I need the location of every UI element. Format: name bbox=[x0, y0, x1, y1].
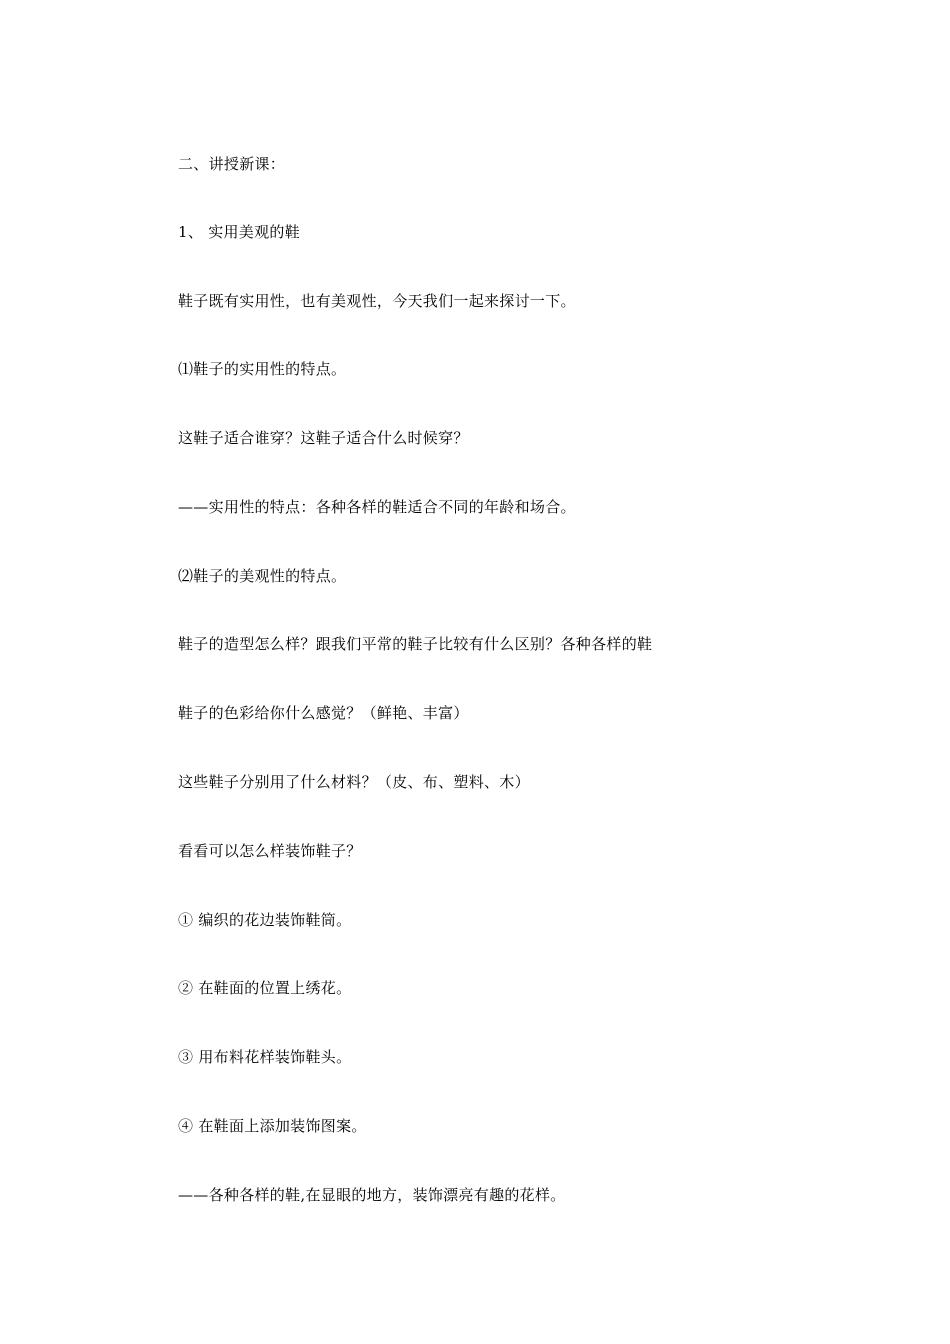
point-aesthetics: ⑵鞋子的美观性的特点。 bbox=[178, 567, 347, 585]
subsection-heading: 1、 实用美观的鞋 bbox=[178, 223, 301, 241]
question-color: 鞋子的色彩给你什么感觉？（鲜艳、丰富） bbox=[178, 704, 469, 722]
section-heading: 二、讲授新课： bbox=[178, 155, 286, 173]
list-item: ① 编织的花边装饰鞋筒。 bbox=[178, 911, 352, 929]
list-item: ③ 用布料花样装饰鞋头。 bbox=[178, 1048, 352, 1066]
point-practicality: ⑴鞋子的实用性的特点。 bbox=[178, 360, 347, 378]
summary-decoration: ——各种各样的鞋,在显眼的地方，装饰漂亮有趣的花样。 bbox=[178, 1186, 566, 1204]
paragraph-intro: 鞋子既有实用性，也有美观性，今天我们一起来探讨一下。 bbox=[178, 292, 576, 310]
summary-practicality: ——实用性的特点：各种各样的鞋适合不同的年龄和场合。 bbox=[178, 498, 576, 516]
question-who-when: 这鞋子适合谁穿？这鞋子适合什么时候穿？ bbox=[178, 429, 469, 447]
question-decoration: 看看可以怎么样装饰鞋子？ bbox=[178, 842, 362, 860]
list-item: ④ 在鞋面上添加装饰图案。 bbox=[178, 1117, 367, 1135]
question-materials: 这些鞋子分别用了什么材料？（皮、布、塑料、木） bbox=[178, 773, 530, 791]
list-item: ② 在鞋面的位置上绣花。 bbox=[178, 979, 352, 997]
question-shape: 鞋子的造型怎么样？跟我们平常的鞋子比较有什么区别？各种各样的鞋 bbox=[178, 635, 653, 653]
